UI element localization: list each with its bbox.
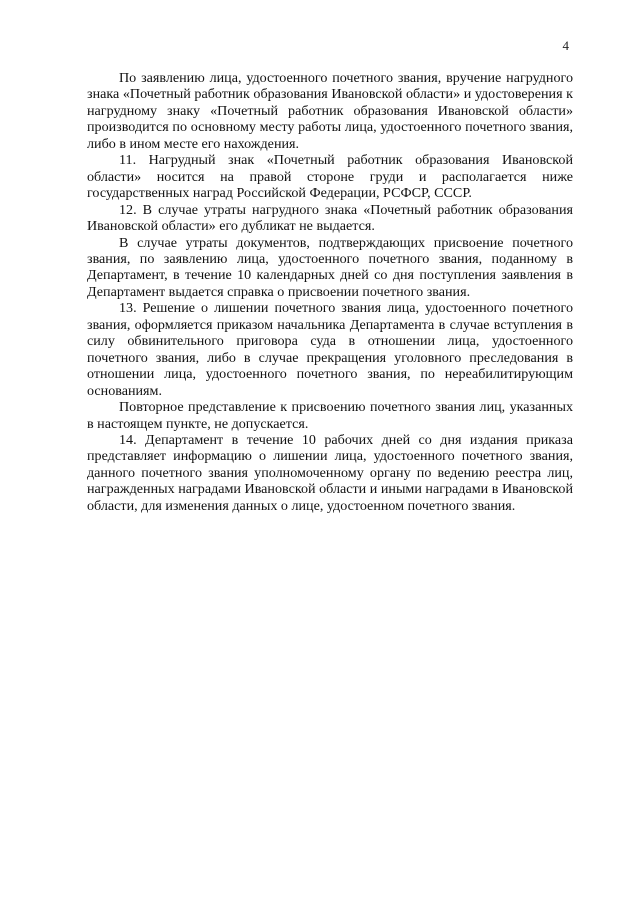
paragraph-13-revocation: 13. Решение о лишении почетного звания лица, удостоенного почетного звания, оформляется приказом начальника Департамента в случае вступления в силу обвинительного приговора суда в отношении лица, удостоенного почетного звания, либо в случае прекращения уголовного преследования в отношении лица, удостоенного почетного звания, по нереабилитирующим основаниям.	[87, 300, 573, 399]
page-number: 4	[562, 38, 569, 53]
paragraph-documents-loss: В случае утраты документов, подтверждающих присвоение почетного звания, по заявлению лица, удостоенного почетного звания, поданному в Департамент, в течение 10 календарных дней со дня поступления заявления в Департамент выдается справка о присвоении почетного звания.	[87, 234, 573, 300]
paragraph-award-presentation: По заявлению лица, удостоенного почетного звания, вручение нагрудного знака «Почетный работник образования Ивановской области» и удостоверения к нагрудному знаку «Почетный работник образования Ивановской области» производится по основному месту работы лица, удостоенного почетного звания, либо в ином месте его нахождения.	[87, 70, 573, 152]
paragraph-11-wearing-badge: 11. Нагрудный знак «Почетный работник образования Ивановской области» носится на правой стороне груди и располагается ниже государственных наград Российской Федерации, РСФСР, СССР.	[87, 152, 573, 202]
paragraph-repeat-nomination: Повторное представление к присвоению почетного звания лиц, указанных в настоящем пункте, не допускается.	[87, 399, 573, 432]
paragraph-14-registry-notice: 14. Департамент в течение 10 рабочих дней со дня издания приказа представляет информацию о лишении лица, удостоенного почетного звания, данного почетного звания уполномоченному органу по ведению реестра лиц, награжденных наградами Ивановской области и иными наградами в Ивановской области, для изменения данных о лице, удостоенном почетного звания.	[87, 431, 573, 514]
paragraph-12-badge-loss: 12. В случае утраты нагрудного знака «Почетный работник образования Ивановской области» его дубликат не выдается.	[87, 201, 573, 235]
document-body	[87, 70, 573, 514]
